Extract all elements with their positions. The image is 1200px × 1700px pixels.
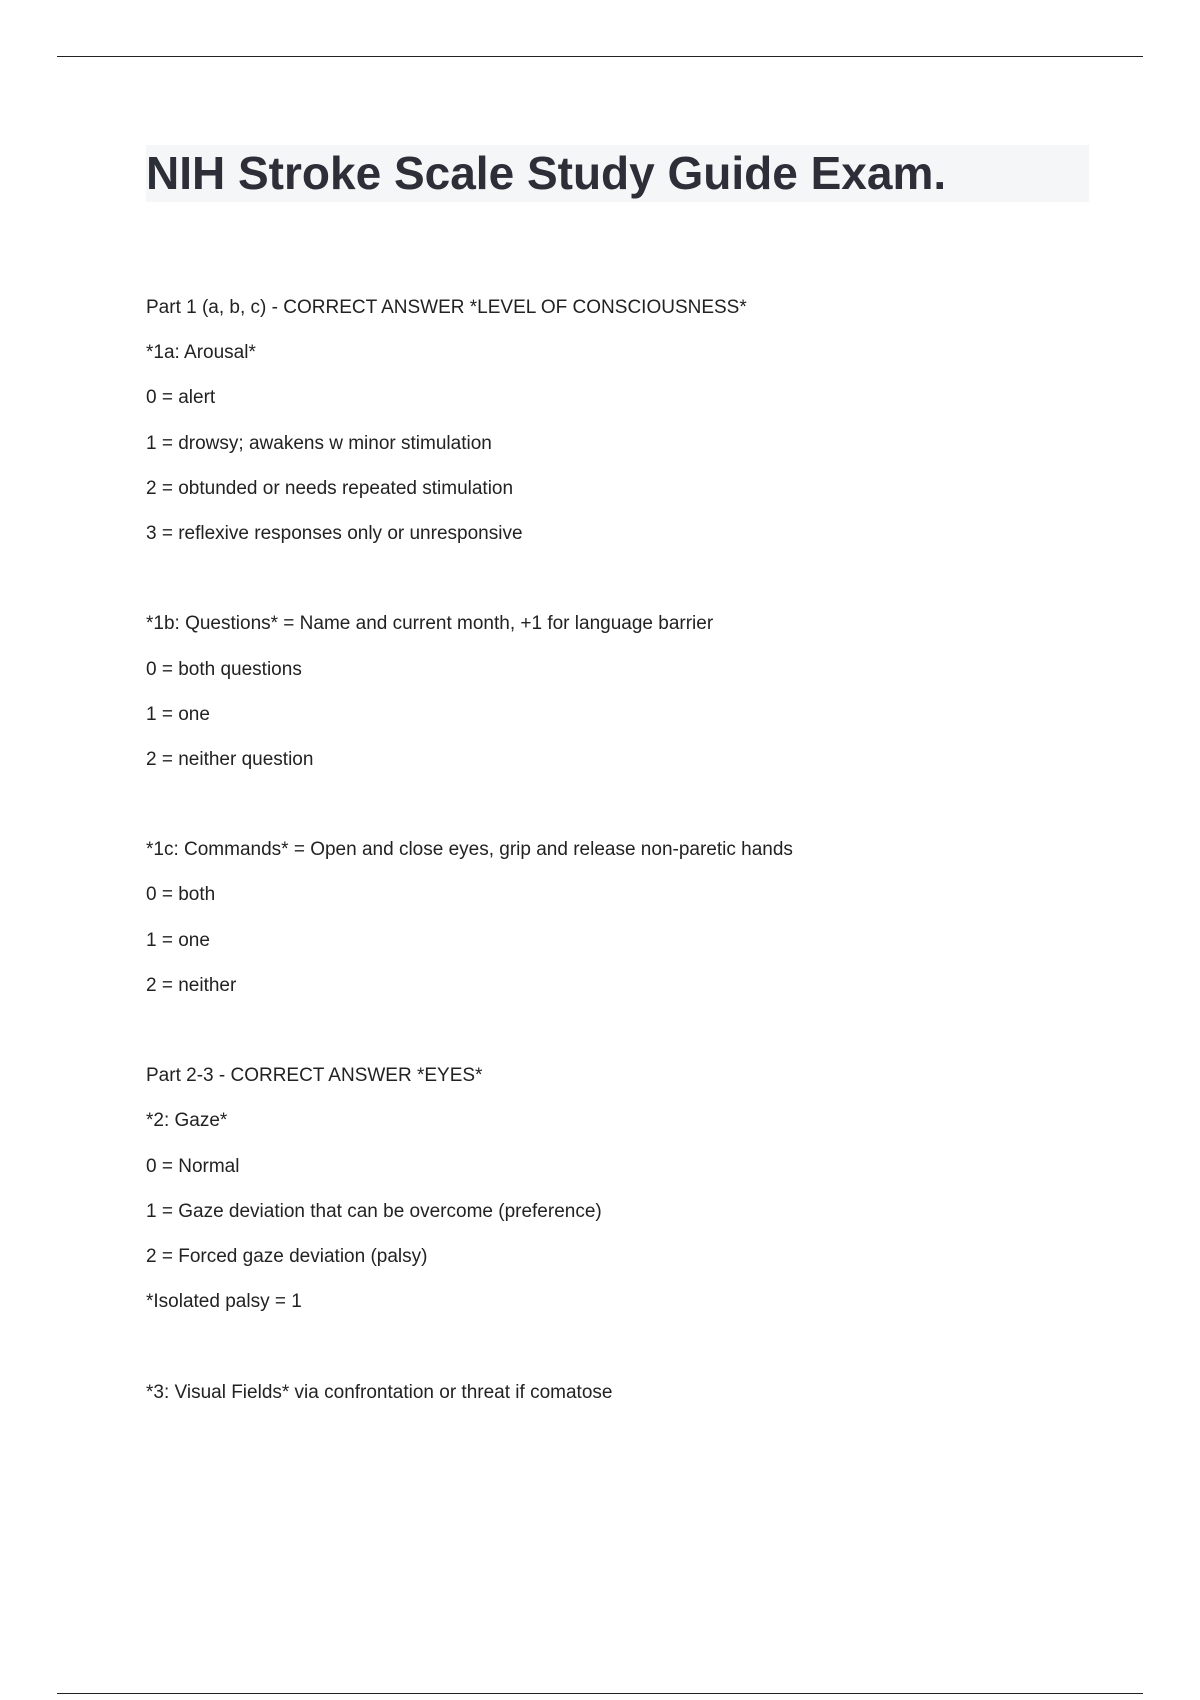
text-line: 0 = both questions — [146, 658, 302, 680]
text-line: 1 = one — [146, 703, 210, 725]
text-line: 0 = both — [146, 884, 216, 906]
text-line: 2 = obtunded or needs repeated stimulation — [146, 477, 514, 499]
section-heading-part-1: Part 1 (a, b, c) - CORRECT ANSWER *LEVEL OF CONSCIOUSNESS* — [146, 297, 747, 318]
text-line: 0 = alert — [146, 387, 216, 409]
blank-line — [146, 1324, 1096, 1369]
page-title: NIH Stroke Scale Study Guide Exam. — [146, 147, 947, 199]
subsection-1a-heading: *1a: Arousal* — [146, 342, 256, 364]
text-line: 1 = Gaze deviation that can be overcome (preference) — [146, 1200, 602, 1222]
text-line: 2 = Forced gaze deviation (palsy) — [146, 1245, 428, 1267]
footer-rule — [57, 1693, 1143, 1694]
blank-line — [146, 782, 1096, 827]
text-line: 3 = reflexive responses only or unresponsive — [146, 522, 523, 544]
blank-line — [146, 556, 1096, 601]
subsection-1c-heading: *1c: Commands* = Open and close eyes, grip and release non-paretic hands — [146, 839, 793, 861]
subsection-3-heading: *3: Visual Fields* via confrontation or threat if comatose — [146, 1381, 613, 1403]
text-line: 1 = one — [146, 929, 210, 951]
title-block — [146, 145, 1089, 202]
text-line: 1 = drowsy; awakens w minor stimulation — [146, 432, 492, 454]
blank-line — [146, 1008, 1096, 1053]
subsection-1b-heading: *1b: Questions* = Name and current month, +1 for language barrier — [146, 613, 714, 635]
section-heading-part-2-3: Part 2-3 - CORRECT ANSWER *EYES* — [146, 1065, 483, 1087]
text-line: 2 = neither question — [146, 748, 314, 770]
text-line: 0 = Normal — [146, 1155, 240, 1177]
text-line: 2 = neither — [146, 974, 237, 996]
text-line: *Isolated palsy = 1 — [146, 1291, 302, 1313]
header-rule — [57, 56, 1143, 57]
subsection-2-heading: *2: Gaze* — [146, 1110, 228, 1132]
document-body — [146, 285, 1096, 1415]
